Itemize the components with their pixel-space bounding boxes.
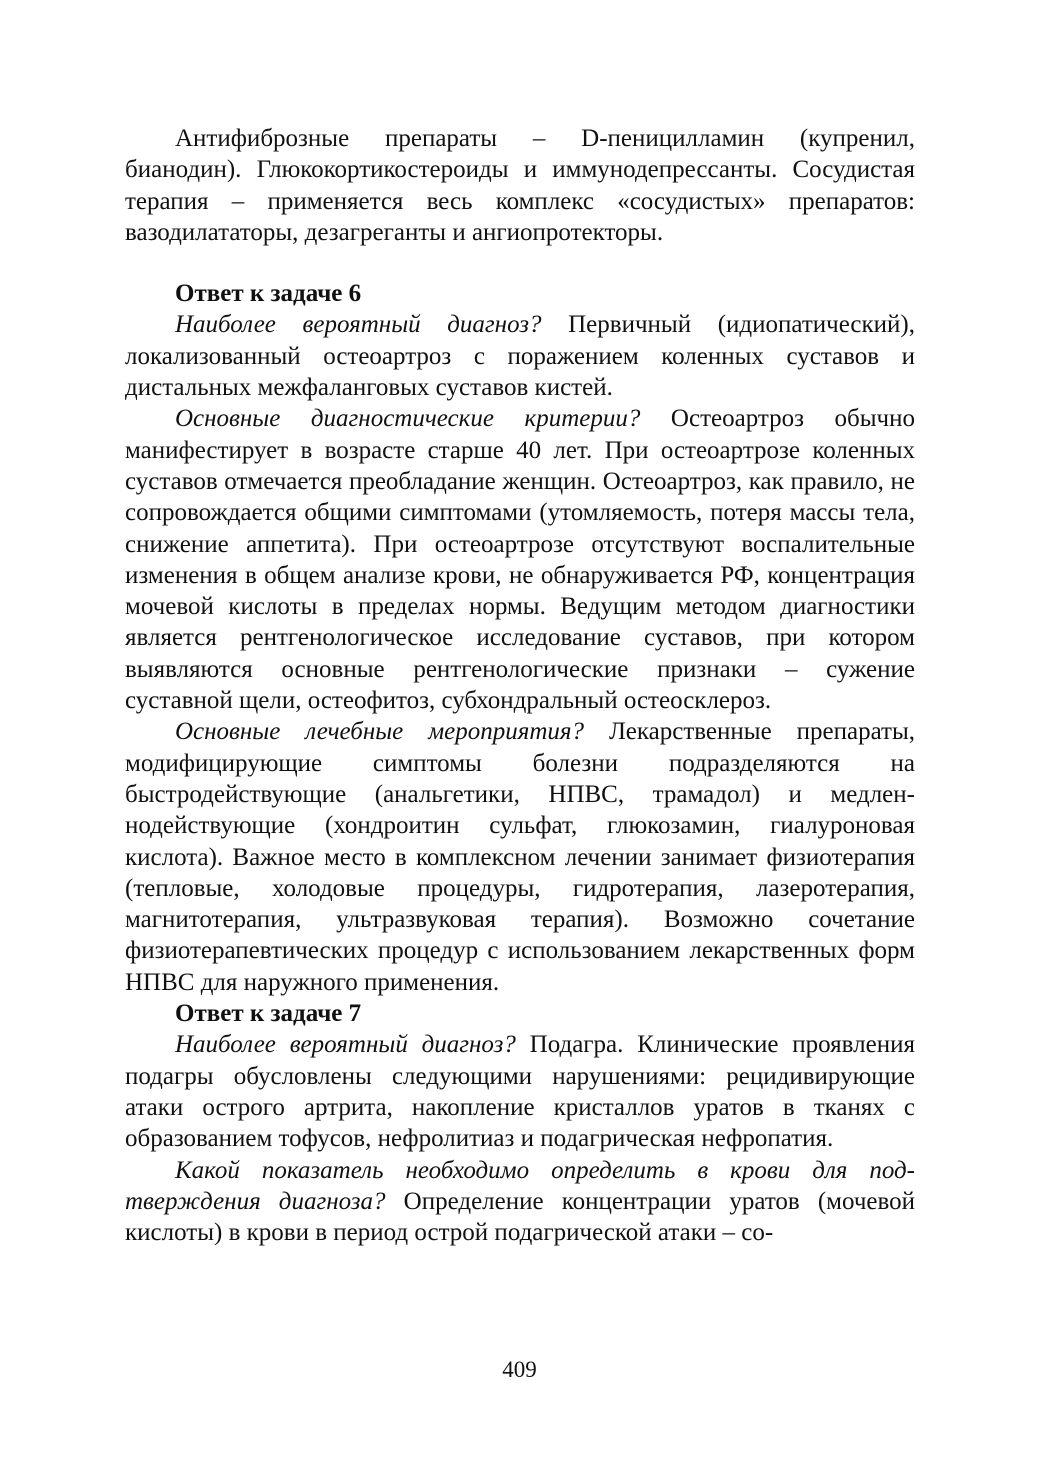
question-diagnosis-6: Наиболее вероятный диагноз? [175,311,542,339]
paragraph-diagnosis-7 [125,1029,915,1154]
heading-answer-7: Ответ к задаче 7 [175,1000,362,1028]
paragraph-diagnosis-6 [125,309,915,403]
question-criteria-6: Основные диагностические критерии? [175,405,641,433]
paragraph-treatment-6 [125,716,915,998]
answer-criteria-6: Остеоартроз обычно манифестирует в возрасте старше 40 лет. При остеоартрозе коленных суставов отмечается преобладание женщин. Остеоартроз, как правило, не сопровождается общими симптомами (утомляемость, потеря массы тела, снижение аппетита). При остеоартрозе отсутствуют воспалительные изменения в общем анализе крови, не обнаруживается РФ, концентрация мочевой кислоты в пределах нормы. Ведущим методом диагностики является рентгенологическое исследование суставов, при котором выявляются основные рентгенологические признаки – сужение суставной щели, остеофитоз, субхондральный остеосклероз. [125,405,916,715]
question-diagnosis-7: Наиболее вероятный диагноз? [175,1031,516,1059]
section-gap [125,248,915,278]
page-number: 409 [502,1357,537,1382]
paragraph-antifibrotic: Антифиброзные препараты – D-пеницилламин (купренил, бианодин). Глюкокортикостероиды и иммунодепрессанты. Сосудистая терапия – применяется весь комплекс «сосудистых» препаратов: вазодилататоры, дезагреганты и ангиопротекторы. [125,125,915,246]
answer-treatment-6: Лекарственные препараты, модифицирующие симптомы болезни подразделяются на быстродействующие (анальгетики, НПВС, трамадол) и медленнодействующие (хондроитин сульфат, глюкозамин, гиалуроновая кислота). Важное место в комплексном лечении занимает физиотерапия (тепловые, холодовые процедуры, гидротерапия, лазеротерапия, магнитотерапия, ультразвуковая терапия). Возможно сочетание физиотерапевтических процедур с использованием лекарственных форм НПВС для наружного применения. [125,718,915,996]
paragraph-blood-test-7 [125,1155,915,1249]
answer-diagnosis-7: Подагра. Клинические проявления подагры обусловлены следующими нарушениями: рецидивирующие атаки острого артрита, накопление кристаллов уратов в тканях с образованием тофусов, нефролитиаз и подагрическая нефропатия. [125,1031,915,1153]
page-body [125,123,915,1248]
heading-answer-6: Ответ к задаче 6 [175,280,362,308]
question-treatment-6: Основные лечебные мероприятия? [175,718,585,746]
paragraph-criteria-6 [125,403,915,716]
answer-diagnosis-6: Первичный (идиопатический), локализованный остеоартроз с поражением коленных суставов и дистальных межфаланговых суставов кистей. [125,311,916,402]
answer-blood-test-7: Определение концентрации уратов (мочевой кислоты) в крови в период острой подагрической атаки – со- [125,1187,916,1247]
question-blood-test-7: Какой показатель необходимо определить в крови для подтверждения диагноза? [125,1156,915,1215]
